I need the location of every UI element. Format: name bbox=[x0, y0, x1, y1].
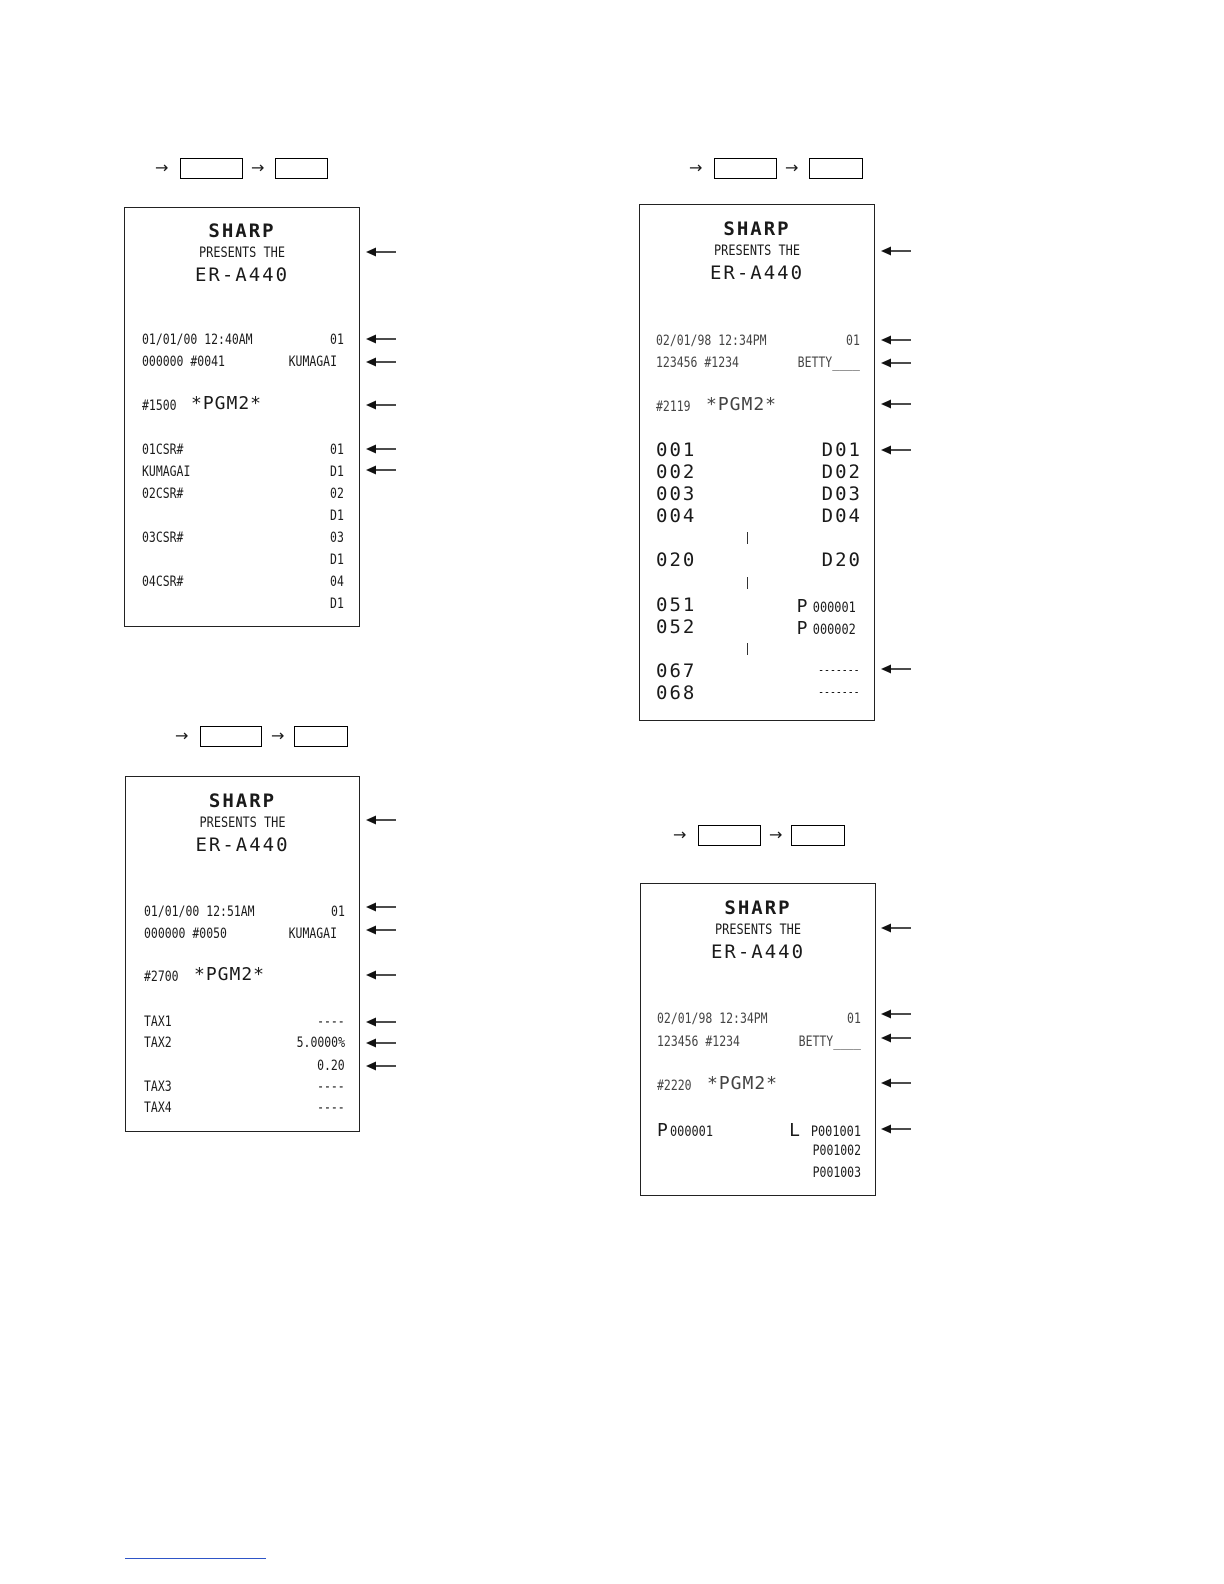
list-item-right: 01 bbox=[330, 442, 344, 458]
program-number: #2220 bbox=[657, 1078, 692, 1094]
clerk-name: BETTY____ bbox=[797, 355, 860, 371]
key-box bbox=[698, 825, 761, 846]
plu-prefix: P bbox=[657, 1120, 670, 1141]
plu-number: 000002 bbox=[813, 622, 857, 638]
presents-text: PRESENTS THE bbox=[199, 245, 285, 261]
model-name: ER-A440 bbox=[710, 941, 806, 963]
plu-prefix: P bbox=[796, 618, 810, 639]
list-item-left: 04CSR# bbox=[142, 574, 184, 590]
presents-text: PRESENTS THE bbox=[714, 243, 800, 259]
arrow-right-icon: → bbox=[673, 825, 687, 844]
dept-number: 004 bbox=[656, 505, 697, 527]
plu-code bbox=[657, 1120, 720, 1142]
register-number: 01 bbox=[846, 333, 860, 349]
key-box bbox=[200, 726, 262, 747]
dept-code: ------- bbox=[818, 663, 860, 677]
tax-value: ---- bbox=[317, 1100, 345, 1116]
dept-code: ------- bbox=[818, 685, 860, 699]
link-plu-number: P001003 bbox=[812, 1165, 861, 1181]
dept-code: D02 bbox=[821, 461, 862, 483]
tax-value: ---- bbox=[317, 1014, 345, 1030]
model-name: ER-A440 bbox=[709, 262, 805, 284]
receipt-1 bbox=[124, 207, 360, 627]
left-arrow-icon bbox=[881, 245, 911, 257]
consecutive-number: 123456 #1234 bbox=[656, 355, 739, 371]
brand-logo: SHARP bbox=[724, 897, 792, 919]
left-arrow-icon bbox=[881, 444, 911, 456]
key-box bbox=[809, 158, 863, 179]
key-box bbox=[180, 158, 243, 179]
dept-number: 067 bbox=[656, 660, 697, 682]
continuation-mark bbox=[747, 577, 748, 589]
dept-number: 052 bbox=[656, 616, 697, 638]
brand-logo: SHARP bbox=[208, 790, 277, 812]
list-item-right: 03 bbox=[330, 530, 344, 546]
arrow-right-icon: → bbox=[175, 726, 189, 745]
tax-label: TAX1 bbox=[144, 1014, 172, 1030]
tax-value: 5.0000% bbox=[296, 1035, 345, 1051]
model-name: ER-A440 bbox=[195, 834, 290, 856]
key-sequence-3 bbox=[689, 158, 869, 180]
dept-code: D20 bbox=[821, 549, 862, 571]
clerk-name: BETTY____ bbox=[798, 1034, 861, 1050]
key-sequence-1 bbox=[155, 158, 335, 180]
brand-logo: SHARP bbox=[208, 220, 276, 242]
register-number: 01 bbox=[331, 904, 345, 920]
left-arrow-icon bbox=[881, 1123, 911, 1135]
consecutive-number: 000000 #0050 bbox=[144, 926, 227, 942]
dept-code: D04 bbox=[821, 505, 862, 527]
continuation-mark bbox=[747, 643, 748, 655]
left-arrow-icon bbox=[366, 814, 396, 826]
left-arrow-icon bbox=[366, 1037, 396, 1049]
dept-number: 051 bbox=[656, 594, 697, 616]
consecutive-number: 000000 #0041 bbox=[142, 354, 225, 370]
receipt-header bbox=[641, 897, 875, 963]
consecutive-number: 123456 #1234 bbox=[657, 1034, 740, 1050]
arrow-right-icon: → bbox=[785, 158, 799, 177]
list-item-right: 04 bbox=[330, 574, 344, 590]
left-arrow-icon bbox=[881, 1032, 911, 1044]
arrow-right-icon: → bbox=[689, 158, 703, 177]
plu-code bbox=[797, 618, 860, 640]
dept-number: 020 bbox=[656, 549, 697, 571]
tax-label: TAX3 bbox=[144, 1079, 172, 1095]
left-arrow-icon bbox=[366, 969, 396, 981]
pgm-mode: *PGM2* bbox=[706, 394, 778, 415]
program-number: #2119 bbox=[656, 399, 691, 415]
receipt-header bbox=[125, 220, 359, 286]
left-arrow-icon bbox=[366, 901, 396, 913]
left-arrow-icon bbox=[366, 356, 396, 368]
link-plu-number: P001001 bbox=[810, 1124, 861, 1140]
list-item-right: 02 bbox=[330, 486, 344, 502]
date-time: 02/01/98 12:34PM bbox=[656, 333, 767, 349]
arrow-right-icon: → bbox=[155, 158, 169, 177]
dept-code: D01 bbox=[821, 439, 862, 461]
receipt-4 bbox=[640, 883, 876, 1196]
left-arrow-icon bbox=[366, 399, 396, 411]
key-box bbox=[791, 825, 845, 846]
brand-logo: SHARP bbox=[723, 218, 791, 240]
key-box bbox=[275, 158, 328, 179]
program-number: #1500 bbox=[142, 398, 177, 414]
date-time: 01/01/00 12:51AM bbox=[144, 904, 255, 920]
receipt-3 bbox=[639, 204, 875, 721]
left-arrow-icon bbox=[881, 1008, 911, 1020]
left-arrow-icon bbox=[366, 1016, 396, 1028]
tax-label: TAX2 bbox=[144, 1035, 172, 1051]
register-number: 01 bbox=[330, 332, 344, 348]
presents-text: PRESENTS THE bbox=[715, 922, 801, 938]
plu-code bbox=[797, 596, 860, 618]
plu-number: 000001 bbox=[669, 1124, 713, 1140]
date-time: 01/01/00 12:40AM bbox=[142, 332, 253, 348]
key-sequence-4 bbox=[673, 825, 853, 847]
date-time: 02/01/98 12:34PM bbox=[657, 1011, 768, 1027]
arrow-right-icon: → bbox=[271, 726, 285, 745]
presents-text: PRESENTS THE bbox=[199, 815, 286, 831]
left-arrow-icon bbox=[881, 1077, 911, 1089]
link-plu-number: P001002 bbox=[812, 1143, 861, 1159]
receipt-header bbox=[640, 218, 874, 284]
footer-rule bbox=[125, 1558, 266, 1559]
plu-prefix: P bbox=[796, 596, 810, 617]
left-arrow-icon bbox=[366, 443, 396, 455]
link-plu-code bbox=[789, 1120, 861, 1142]
list-item-right: D1 bbox=[330, 464, 344, 480]
left-arrow-icon bbox=[366, 333, 396, 345]
key-box bbox=[294, 726, 348, 747]
receipt-header bbox=[126, 790, 359, 856]
receipt-2 bbox=[125, 776, 360, 1132]
dept-number: 001 bbox=[656, 439, 697, 461]
left-arrow-icon bbox=[366, 464, 396, 476]
register-number: 01 bbox=[847, 1011, 861, 1027]
key-sequence-2 bbox=[175, 726, 355, 748]
pgm-mode: *PGM2* bbox=[191, 393, 263, 414]
dept-code: D03 bbox=[821, 483, 862, 505]
list-item-right: D1 bbox=[330, 596, 344, 612]
list-item-right: D1 bbox=[330, 508, 344, 524]
program-number: #2700 bbox=[144, 969, 179, 985]
link-prefix: L bbox=[789, 1120, 802, 1141]
arrow-right-icon: → bbox=[251, 158, 265, 177]
tax-value: ---- bbox=[317, 1079, 345, 1095]
left-arrow-icon bbox=[881, 398, 911, 410]
tax-value: 0.20 bbox=[317, 1058, 345, 1074]
left-arrow-icon bbox=[881, 663, 911, 675]
model-name: ER-A440 bbox=[194, 264, 290, 286]
pgm-mode: *PGM2* bbox=[707, 1073, 779, 1094]
dept-number: 068 bbox=[656, 682, 697, 704]
pgm-mode: *PGM2* bbox=[194, 964, 266, 985]
list-item-left: KUMAGAI bbox=[142, 464, 191, 480]
dept-number: 002 bbox=[656, 461, 697, 483]
arrow-right-icon: → bbox=[769, 825, 783, 844]
list-item-right: D1 bbox=[330, 552, 344, 568]
left-arrow-icon bbox=[881, 357, 911, 369]
key-box bbox=[714, 158, 777, 179]
list-item-left: 02CSR# bbox=[142, 486, 184, 502]
list-item-left: 03CSR# bbox=[142, 530, 184, 546]
tax-label: TAX4 bbox=[144, 1100, 172, 1116]
list-item-left: 01CSR# bbox=[142, 442, 184, 458]
left-arrow-icon bbox=[366, 246, 396, 258]
left-arrow-icon bbox=[881, 334, 911, 346]
clerk-name: KUMAGAI bbox=[288, 354, 337, 370]
clerk-name: KUMAGAI bbox=[288, 926, 337, 942]
continuation-mark bbox=[747, 532, 748, 544]
left-arrow-icon bbox=[366, 1060, 396, 1072]
left-arrow-icon bbox=[366, 924, 396, 936]
left-arrow-icon bbox=[881, 922, 911, 934]
plu-number: 000001 bbox=[813, 600, 857, 616]
dept-number: 003 bbox=[656, 483, 697, 505]
